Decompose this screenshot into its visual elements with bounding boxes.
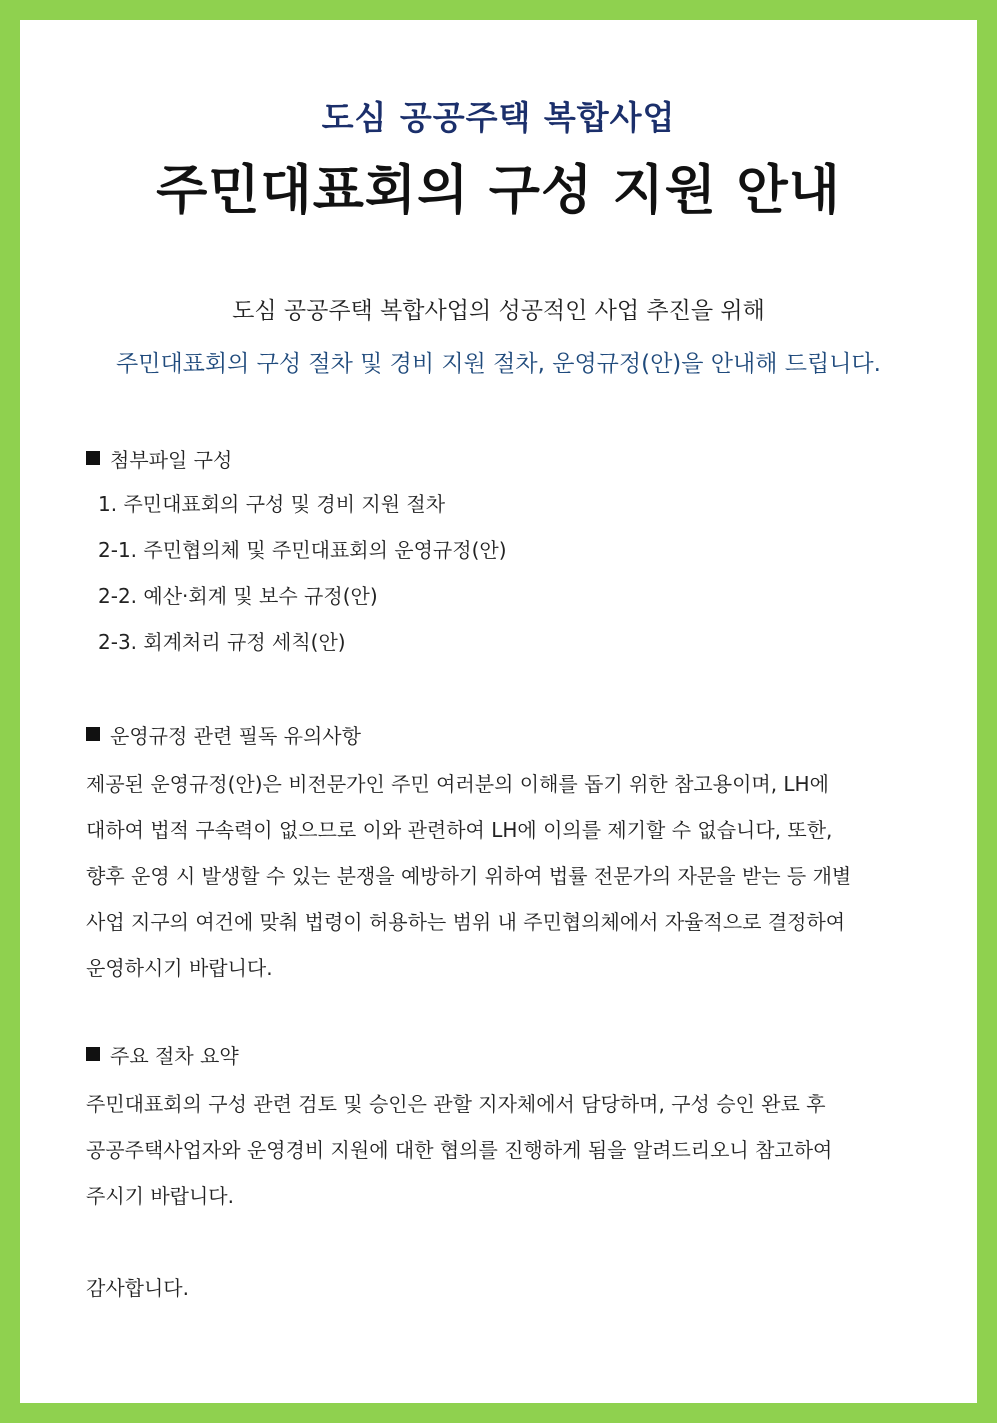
square-bullet-icon	[86, 1047, 100, 1061]
summary-heading	[86, 1039, 911, 1069]
square-bullet-icon	[86, 727, 100, 741]
notes-line: 제공된 운영규정(안)은 비전문가인 주민 여러분의 이해를 돕기 위한 참고용이며, LH에	[86, 772, 829, 796]
notes-line: 향후 운영 시 발생할 수 있는 분쟁을 예방하기 위하여 법률 전문가의 자문을 받는 등 개별	[86, 864, 852, 888]
square-bullet-icon	[86, 451, 100, 465]
summary-body	[86, 1081, 911, 1219]
summary-line: 주시기 바랍니다.	[86, 1184, 234, 1208]
notes-heading-text: 운영규정 관련 필독 유의사항	[110, 723, 361, 748]
closing-text: 감사합니다.	[86, 1276, 189, 1300]
intro-line-1: 도심 공공주택 복합사업의 성공적인 사업 추진을 위해	[232, 298, 765, 324]
summary-section	[86, 1039, 911, 1219]
summary-line: 주민대표회의 구성 관련 검토 및 승인은 관할 지자체에서 담당하며, 구성 승인 완료 후	[86, 1092, 826, 1116]
notes-line: 운영하시기 바랍니다.	[86, 956, 273, 980]
attachments-heading-text: 첨부파일 구성	[110, 447, 233, 472]
attachments-heading	[86, 443, 911, 473]
notice-title: 주민대표회의 구성 지원 안내	[156, 160, 841, 221]
summary-line: 공공주택사업자와 운영경비 지원에 대한 협의를 진행하게 됨을 알려드리오니 참고하여	[86, 1138, 833, 1162]
list-item: 2-3. 회계처리 규정 세칙(안)	[98, 630, 346, 654]
list-item: 1. 주민대표회의 구성 및 경비 지원 절차	[98, 492, 446, 516]
intro-line-2: 주민대표회의 구성 절차 및 경비 지원 절차, 운영규정(안)을 안내해 드립니다.	[116, 351, 881, 377]
attachments-list	[86, 481, 911, 665]
notes-line: 대하여 법적 구속력이 없으므로 이와 관련하여 LH에 이의를 제기할 수 없습니다, 또한,	[86, 818, 833, 842]
summary-heading-text: 주요 절차 요약	[110, 1043, 239, 1068]
notes-section	[86, 719, 911, 991]
list-item: 2-2. 예산·회계 및 보수 규정(안)	[98, 584, 378, 608]
notes-body	[86, 761, 911, 991]
list-item: 2-1. 주민협의체 및 주민대표회의 운영규정(안)	[98, 538, 507, 562]
notes-line: 사업 지구의 여건에 맞춰 법령이 허용하는 범위 내 주민협의체에서 자율적으로 결정하여	[86, 910, 846, 934]
notice-subtitle: 도심 공공주택 복합사업	[321, 98, 676, 137]
notes-heading	[86, 719, 911, 749]
attachments-section	[86, 443, 911, 665]
